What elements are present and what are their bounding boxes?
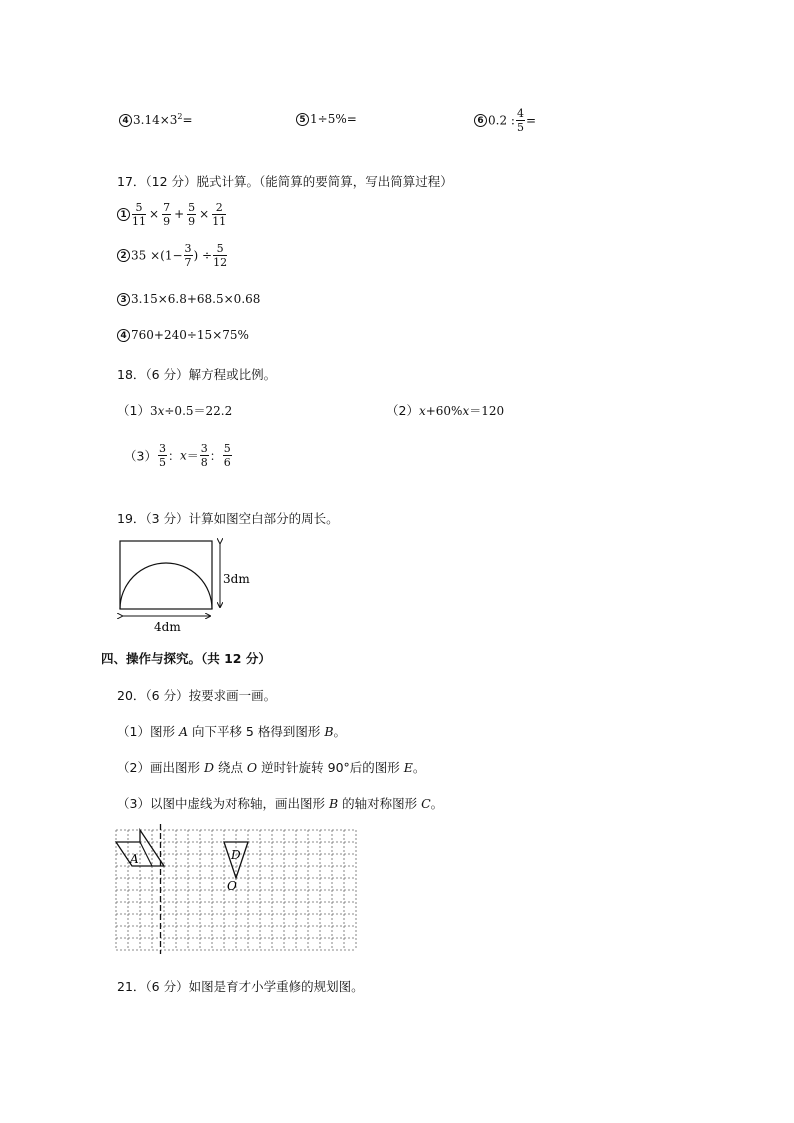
part-label: （1） [117,403,150,418]
q17-item3 [117,292,260,306]
q20-step3: （3）以图中虚线为对称轴，画出图形 B 的轴对称图形 C。 [117,796,444,811]
expression: 1÷5%= [310,112,357,126]
expression: 760+240÷15×75% [131,328,249,342]
fraction: $\frac{5}{6}$ [223,442,231,469]
q17-item2 [117,243,228,268]
q18-part2 [386,401,504,419]
fraction: $\frac{5}{12}$ [213,242,228,269]
expression: ) ÷ [193,248,213,263]
q16-item4 [119,112,193,127]
expression: 3.14×3 [133,113,178,127]
fraction: $\frac{5}{9}$ [188,201,196,228]
expression: ＝120 [469,404,505,418]
q17-item1 [117,202,227,227]
expression: ÷0.5＝22.2 [164,404,233,418]
q19-figure [112,535,262,635]
q16-item6 [474,108,536,133]
colon: ： [209,449,222,463]
equals: = [525,113,537,128]
operator: × [199,207,210,221]
expression: +60% [425,404,463,418]
fraction: $\frac{2}{11}$ [212,201,227,228]
exponent: 2 [177,112,183,121]
fraction: $\frac{5}{11}$ [132,201,146,228]
item-number-circle: 3 [117,293,130,306]
rectangle [120,541,212,609]
q18-part3 [124,443,233,468]
q21-title: 21．（6 分）如图是育才小学重修的规划图。 [117,979,364,994]
equals: = [182,113,193,127]
operator: + [174,207,185,221]
operator: × [149,207,160,221]
variable: x [418,404,426,418]
q17-title: 17．（12 分）脱式计算。（能简算的要简算，写出简算过程） [117,174,453,189]
fraction: $\frac{4}{5}$ [516,107,524,134]
expression: 35 ×(1− [131,248,183,263]
part-label: （2） [386,403,419,418]
item-number-circle: 4 [119,114,132,127]
part-label: （3） [124,448,157,464]
fraction: $\frac{3}{8}$ [200,442,208,469]
expression: 0.2 : [488,113,515,128]
item-number-circle: 1 [117,208,130,221]
q19-title: 19．（3 分）计算如图空白部分的周长。 [117,511,339,526]
label-d: D [231,848,241,862]
fraction: $\frac{3}{5}$ [158,442,166,469]
equals: ＝ [186,449,199,463]
item-number-circle: 4 [117,329,130,342]
variable: x [462,404,470,418]
expression: 3.15×6.8+68.5×0.68 [131,292,261,306]
item-number-circle: 5 [296,113,309,126]
colon: ： [167,449,180,463]
semicircle [120,563,212,609]
label-o: O [227,879,237,893]
q16-item5 [296,112,357,126]
q17-item4 [117,328,249,342]
width-label: 4dm [154,620,181,634]
q20-title: 20．（6 分）按要求画一画。 [117,688,277,703]
section-4-title: 四、操作与探究。（共 12 分） [101,651,271,666]
item-number-circle: 2 [117,249,130,262]
q20-step2: （2）画出图形 D 绕点 O 逆时针旋转 90°后的图形 E。 [117,760,426,775]
q20-grid [112,822,362,956]
fraction: $\frac{7}{9}$ [163,201,171,228]
height-label: 3dm [223,572,250,586]
label-a: A [130,852,139,866]
q20-step1: （1）图形 A 向下平移 5 格得到图形 B。 [117,724,347,739]
fraction: $\frac{3}{7}$ [184,242,192,269]
variable: x [157,404,165,418]
coefficient: 3 [149,404,158,418]
q18-part1 [117,401,232,419]
variable: x [179,448,187,463]
item-number-circle: 6 [474,114,487,127]
q18-title: 18．（6 分）解方程或比例。 [117,367,277,382]
